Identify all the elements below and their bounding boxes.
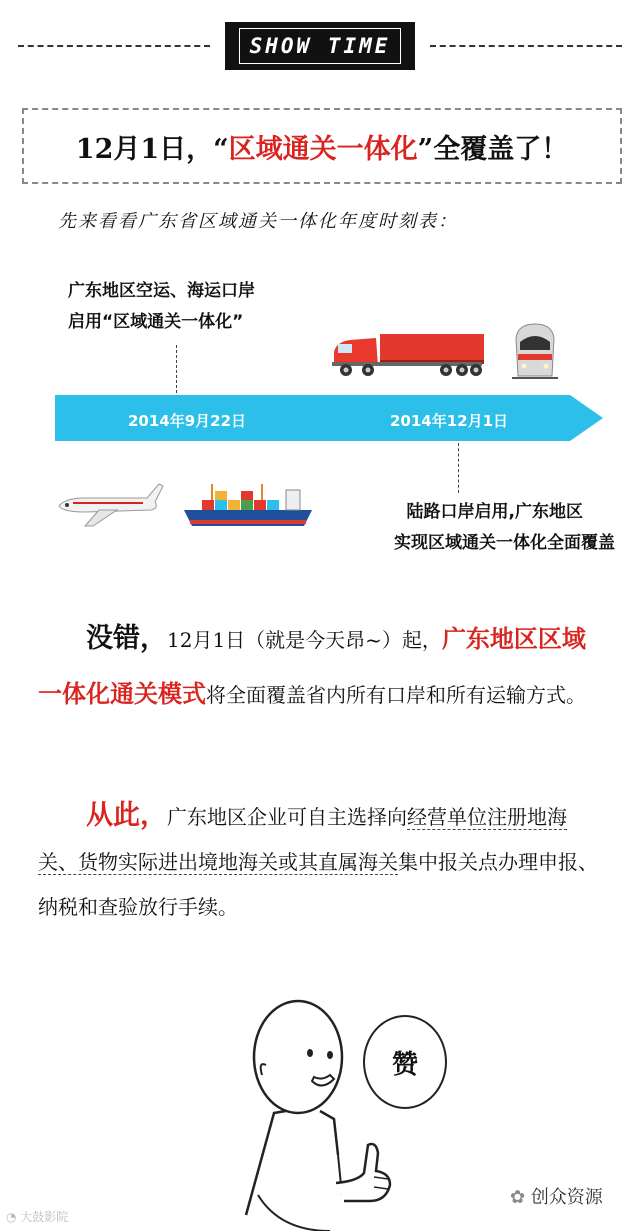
header-divider-right: [430, 45, 622, 47]
headline-part2: ”全覆盖了！: [417, 133, 569, 165]
timeline-note-bottom: [337, 497, 615, 559]
praise-speech-bubble: [363, 1015, 447, 1109]
timeline-connector-2: [458, 443, 459, 493]
timeline-note-bottom-line1: 陆路口岸启用,广东地区: [406, 502, 583, 522]
timeline-date-1: 2014年9月22日: [128, 412, 247, 430]
timeline-date-2: 2014年12月1日: [390, 412, 509, 430]
airplane-icon: [55, 476, 165, 531]
paragraph-2-text1: 广东地区企业可自主选择向: [167, 805, 407, 829]
timeline-note-bottom-line2: 实现区域通关一体化全面覆盖: [394, 533, 615, 553]
timeline-note-top-line1: 广东地区空运、海运口岸: [68, 281, 255, 301]
timeline-connector-1: [176, 345, 177, 393]
headline-highlight: 区域通关一体化: [228, 133, 418, 165]
timeline-note-top-line2: 启用“区域通关一体化”: [68, 312, 244, 332]
watermark-right-text: 创众资源: [530, 1187, 603, 1208]
watermark-left: [6, 1208, 68, 1225]
paragraph-2-lead: 从此，: [86, 800, 167, 831]
paragraph-2: [38, 793, 603, 930]
wechat-icon: ✿: [510, 1187, 531, 1208]
train-icon: [508, 320, 562, 380]
paragraph-1-highlight: 广东地区区域一体化通关模式: [38, 624, 586, 708]
paragraph-2-text2: 集中报关点办理申报、纳税和查验放行手续。: [38, 850, 598, 919]
cargo-ship-icon: [182, 482, 314, 530]
praise-text: 赞: [391, 1049, 418, 1080]
intro-text: 先来看看广东省区域通关一体化年度时刻表：: [58, 211, 458, 232]
paragraph-1-text2: 将全面覆盖省内所有口岸和所有运输方式。: [206, 683, 586, 707]
headline-part1: 12月1日，“: [75, 133, 229, 165]
watermark-left-text: 大鼓影院: [20, 1210, 69, 1224]
paragraph-1-lead: 没错，: [86, 623, 167, 654]
weibo-icon: ◔: [6, 1210, 21, 1224]
paragraph-2-underlined: 经营单位注册地海关、货物实际进出境地海关或其直属海关: [38, 805, 567, 874]
timeline-note-top: [68, 276, 255, 338]
headline-box: [22, 108, 622, 184]
show-time-badge: [225, 22, 415, 70]
paragraph-1: [38, 612, 603, 722]
watermark-right: [510, 1183, 603, 1209]
show-time-text: SHOW TIME: [239, 28, 402, 64]
truck-icon: [328, 330, 488, 380]
header-divider-left: [18, 45, 210, 47]
paragraph-1-text1: 12月1日（就是今天昂~）起，: [167, 628, 442, 652]
